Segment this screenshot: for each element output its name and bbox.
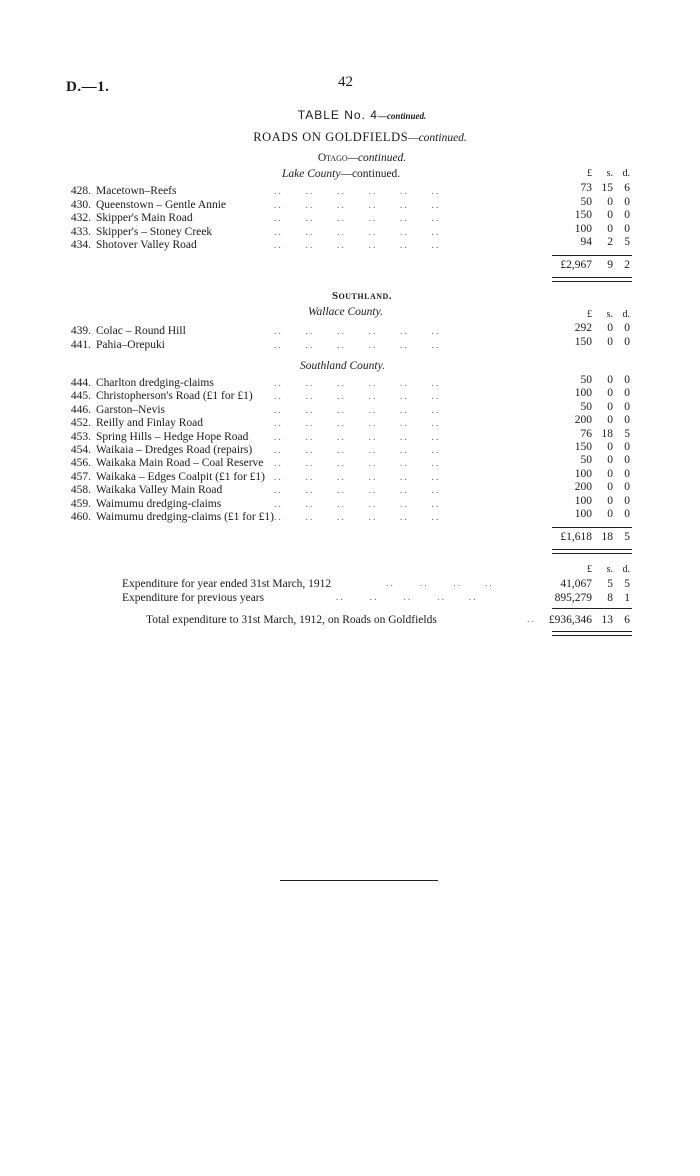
row-amount bbox=[536, 454, 632, 467]
road-name: Charlton dredging-claims bbox=[96, 377, 214, 389]
pence-header: d. bbox=[622, 564, 630, 575]
road-name: Queenstown – Gentle Annie bbox=[96, 198, 226, 211]
row-amount bbox=[536, 374, 632, 387]
expenditure-year-amount bbox=[536, 578, 632, 591]
amount-shillings: 8 bbox=[607, 592, 613, 604]
road-number: 459. bbox=[70, 497, 91, 510]
pence-header: d. bbox=[622, 309, 630, 320]
amount-shillings: 2 bbox=[607, 236, 613, 249]
amount-pounds: 100 bbox=[574, 467, 592, 480]
amount-pounds: 200 bbox=[574, 481, 592, 494]
amount-pence: 5 bbox=[624, 236, 630, 249]
row-amount bbox=[536, 468, 632, 481]
lake-county-continued: —continued. bbox=[340, 168, 401, 180]
amount-pounds: 94 bbox=[580, 236, 592, 249]
amount-pounds: 100 bbox=[574, 494, 592, 507]
otago-heading bbox=[0, 152, 700, 164]
otago-heading-text: Otago bbox=[317, 152, 348, 164]
row-amount bbox=[536, 196, 632, 209]
total-shillings: 18 bbox=[601, 531, 613, 543]
road-number: 446. bbox=[70, 403, 91, 416]
lake-county-name: Lake County bbox=[282, 168, 341, 180]
amount-shillings: 0 bbox=[607, 209, 613, 222]
southland-column-headers bbox=[548, 309, 632, 321]
row-amount bbox=[536, 414, 632, 427]
road-name: Garston–Nevis bbox=[96, 403, 165, 416]
amount-pence: 0 bbox=[624, 209, 630, 222]
amount-shillings: 0 bbox=[607, 441, 613, 453]
leader-dots: . . . . . . . . . . . . bbox=[274, 186, 439, 196]
amount-shillings: 0 bbox=[607, 374, 613, 386]
leader-dots: . . . . . . . . bbox=[386, 578, 492, 588]
road-name: Waikaka Valley Main Road bbox=[96, 484, 223, 497]
row-amount bbox=[536, 428, 632, 441]
wallace-county-heading bbox=[308, 306, 383, 318]
road-number: 439. bbox=[70, 325, 91, 337]
road-number: 441. bbox=[70, 339, 91, 351]
row-amount bbox=[536, 441, 632, 454]
row-amount bbox=[536, 209, 632, 222]
road-name: Waikaia – Dredges Road (repairs) bbox=[96, 444, 253, 456]
road-number: 454. bbox=[70, 444, 91, 456]
leader-dots: . . . . . . . . . . bbox=[336, 592, 476, 602]
leader-dots: . . . . . . . . . . . . bbox=[274, 391, 439, 402]
lake-county-heading bbox=[282, 168, 400, 180]
row-amount bbox=[536, 182, 632, 195]
road-name: Colac – Round Hill bbox=[96, 325, 186, 337]
expenditure-subtotal-rule bbox=[552, 608, 632, 609]
shillings-header: s. bbox=[606, 168, 613, 179]
amount-pence: 0 bbox=[624, 441, 630, 453]
shillings-header: s. bbox=[606, 564, 613, 575]
road-name: Macetown–Reefs bbox=[96, 185, 177, 197]
expenditure-total-amount bbox=[536, 614, 632, 627]
row-amount bbox=[536, 495, 632, 508]
leader-dots: . . . . . . . . . . . . bbox=[274, 485, 439, 496]
amount-pounds: 76 bbox=[580, 427, 592, 440]
otago-total bbox=[536, 259, 632, 272]
table-title-continued: —continued. bbox=[377, 111, 427, 121]
total-pounds: £2,967 bbox=[560, 259, 592, 271]
leader-dots: . . . . . . . . . . . . bbox=[274, 471, 439, 482]
row-amount bbox=[536, 401, 632, 414]
amount-pounds: 895,279 bbox=[554, 592, 592, 604]
otago-total-double-rule bbox=[552, 277, 632, 282]
amount-pence: 0 bbox=[624, 374, 630, 386]
table-title bbox=[0, 108, 700, 122]
amount-pounds: 100 bbox=[574, 387, 592, 400]
road-number: 458. bbox=[70, 484, 91, 497]
amount-shillings: 0 bbox=[607, 400, 613, 413]
road-number: 460. bbox=[70, 511, 91, 523]
amount-pence: 0 bbox=[624, 322, 630, 334]
amount-pounds: 292 bbox=[574, 322, 592, 334]
amount-pence: 6 bbox=[624, 614, 630, 626]
road-number: 432. bbox=[70, 212, 91, 225]
amount-pence: 5 bbox=[624, 427, 630, 440]
expenditure-total-double-rule bbox=[552, 631, 632, 636]
southland-county-heading bbox=[300, 360, 385, 372]
amount-shillings: 5 bbox=[607, 578, 613, 590]
southland-total bbox=[536, 531, 632, 544]
amount-shillings: 13 bbox=[601, 614, 613, 626]
amount-pence: 0 bbox=[624, 336, 630, 348]
amount-pence: 0 bbox=[624, 508, 630, 520]
amount-shillings: 0 bbox=[607, 467, 613, 480]
road-number: 430. bbox=[70, 198, 91, 211]
amount-pounds: 50 bbox=[580, 195, 592, 208]
leader-dots: . . . . . . . . . . . . bbox=[274, 512, 439, 522]
amount-shillings: 0 bbox=[607, 494, 613, 507]
row-amount bbox=[536, 223, 632, 236]
row-amount bbox=[536, 481, 632, 494]
amount-pence: 0 bbox=[624, 481, 630, 494]
road-number: 453. bbox=[70, 430, 91, 443]
amount-pounds: 50 bbox=[580, 374, 592, 386]
leader-dots: . . . . . . . . . . . . bbox=[274, 226, 439, 237]
southland-county-name: Southland County. bbox=[300, 360, 385, 372]
wallace-county-name: Wallace County. bbox=[308, 306, 383, 318]
amount-pounds: 100 bbox=[574, 508, 592, 520]
expenditure-previous-amount bbox=[536, 592, 632, 605]
road-name: Pahia–Orepuki bbox=[96, 339, 165, 351]
leader-dots: . . . . . . . . . . . . bbox=[274, 445, 439, 455]
total-pence: 5 bbox=[624, 531, 630, 543]
road-number: 456. bbox=[70, 457, 91, 470]
pence-header: d. bbox=[622, 168, 630, 179]
amount-shillings: 0 bbox=[607, 414, 613, 427]
amount-pence: 0 bbox=[624, 454, 630, 467]
road-name: Spring Hills – Hedge Hope Road bbox=[96, 430, 249, 443]
leader-dots: . . . . . . . . . . . . bbox=[274, 199, 439, 210]
otago-heading-continued: —continued. bbox=[347, 152, 407, 164]
southland-heading: Southland. bbox=[331, 290, 393, 302]
amount-pounds: 150 bbox=[574, 441, 592, 453]
road-name: Waimumu dredging-claims bbox=[96, 497, 222, 510]
leader-dots: . . . . . . . . . . . . bbox=[274, 240, 439, 251]
amount-pounds: 73 bbox=[580, 182, 592, 194]
amount-shillings: 0 bbox=[607, 222, 613, 235]
leader-dots: . . . . . . . . . . . . bbox=[274, 404, 439, 415]
amount-pence: 6 bbox=[624, 182, 630, 194]
southland-total-double-rule bbox=[552, 549, 632, 554]
main-title-continued: —continued. bbox=[408, 132, 467, 144]
amount-shillings: 0 bbox=[607, 481, 613, 494]
leader-dots: . . . . . . . . . . . . bbox=[274, 458, 439, 469]
amount-pence: 5 bbox=[624, 578, 630, 590]
expenditure-column-headers bbox=[548, 564, 632, 576]
shillings-header: s. bbox=[606, 309, 613, 320]
page-identifier: D.—1. bbox=[66, 79, 110, 95]
pounds-header: £ bbox=[587, 168, 592, 179]
leader-dots: . . . . . . . . . . . . bbox=[274, 431, 439, 442]
otago-column-headers bbox=[548, 168, 632, 180]
amount-shillings: 0 bbox=[607, 322, 613, 334]
leader-dots: . . . . . . . . . . . . bbox=[274, 498, 439, 509]
expenditure-total-label: Total expenditure to 31st March, 1912, on Roads on Goldfields bbox=[146, 614, 437, 626]
southland-subtotal-rule bbox=[552, 527, 632, 528]
leader-dots: . . . . . . . . . . . . bbox=[274, 213, 439, 224]
row-amount bbox=[536, 236, 632, 249]
amount-pounds: 50 bbox=[580, 400, 592, 413]
road-number: 452. bbox=[70, 417, 91, 430]
main-title bbox=[0, 130, 700, 145]
amount-pence: 0 bbox=[624, 400, 630, 413]
leader-dots: . . . . . . . . . . . . bbox=[274, 378, 439, 388]
road-name: Waikaka Main Road – Coal Reserve bbox=[96, 457, 264, 470]
closing-rule bbox=[280, 880, 438, 881]
amount-pounds: £936,346 bbox=[548, 614, 592, 626]
road-name: Shotover Valley Road bbox=[96, 239, 197, 252]
amount-pence: 0 bbox=[624, 414, 630, 427]
total-pounds: £1,618 bbox=[560, 531, 592, 543]
road-number: 428. bbox=[70, 185, 91, 197]
amount-shillings: 0 bbox=[607, 508, 613, 520]
road-name: Waikaka – Edges Coalpit (£1 for £1) bbox=[96, 470, 265, 483]
leader-dots: . . . . . . . . . . . . bbox=[274, 340, 439, 350]
road-name: Christopherson's Road (£1 for £1) bbox=[96, 390, 253, 403]
amount-shillings: 18 bbox=[601, 427, 613, 440]
pounds-header: £ bbox=[587, 309, 592, 320]
amount-shillings: 15 bbox=[601, 182, 613, 194]
amount-pence: 0 bbox=[624, 222, 630, 235]
row-amount bbox=[536, 508, 632, 521]
amount-shillings: 0 bbox=[607, 336, 613, 348]
road-name: Skipper's Main Road bbox=[96, 212, 193, 225]
row-amount bbox=[536, 336, 632, 349]
expenditure-year-label: Expenditure for year ended 31st March, 1912 bbox=[122, 578, 332, 590]
amount-pounds: 50 bbox=[580, 454, 592, 467]
road-name: Skipper's – Stoney Creek bbox=[96, 225, 213, 238]
amount-pounds: 41,067 bbox=[560, 578, 592, 590]
otago-subtotal-rule bbox=[552, 255, 632, 256]
amount-pence: 1 bbox=[624, 592, 630, 604]
row-amount bbox=[536, 322, 632, 335]
amount-pence: 0 bbox=[624, 467, 630, 480]
road-number: 444. bbox=[70, 377, 91, 389]
road-number: 445. bbox=[70, 390, 91, 403]
amount-pence: 0 bbox=[624, 494, 630, 507]
road-name: Reilly and Finlay Road bbox=[96, 417, 204, 430]
amount-pounds: 200 bbox=[574, 414, 592, 427]
total-shillings: 9 bbox=[607, 259, 613, 271]
road-number: 434. bbox=[70, 239, 91, 252]
amount-pence: 0 bbox=[624, 195, 630, 208]
pounds-header: £ bbox=[587, 564, 592, 575]
expenditure-previous-label: Expenditure for previous years bbox=[122, 592, 265, 604]
leader-dots: . . . . . . . . . . . . bbox=[274, 326, 439, 336]
road-name: Waimumu dredging-claims (£1 for £1) bbox=[96, 511, 274, 523]
amount-pounds: 150 bbox=[574, 336, 592, 348]
leader-dots: . . . . . . . . . . . . bbox=[274, 418, 439, 429]
road-number: 457. bbox=[70, 470, 91, 483]
total-pence: 2 bbox=[624, 259, 630, 271]
main-title-text: ROADS ON GOLDFIELDS bbox=[253, 130, 409, 144]
amount-pounds: 100 bbox=[574, 222, 592, 235]
page-number: 42 bbox=[338, 74, 353, 90]
row-amount bbox=[536, 387, 632, 400]
amount-pounds: 150 bbox=[574, 209, 592, 222]
road-number: 433. bbox=[70, 225, 91, 238]
leader-dots: . . bbox=[527, 614, 534, 624]
amount-pence: 0 bbox=[624, 387, 630, 400]
amount-shillings: 0 bbox=[607, 195, 613, 208]
table-title-text: TABLE No. 4 bbox=[297, 108, 378, 122]
amount-shillings: 0 bbox=[607, 454, 613, 467]
amount-shillings: 0 bbox=[607, 387, 613, 400]
